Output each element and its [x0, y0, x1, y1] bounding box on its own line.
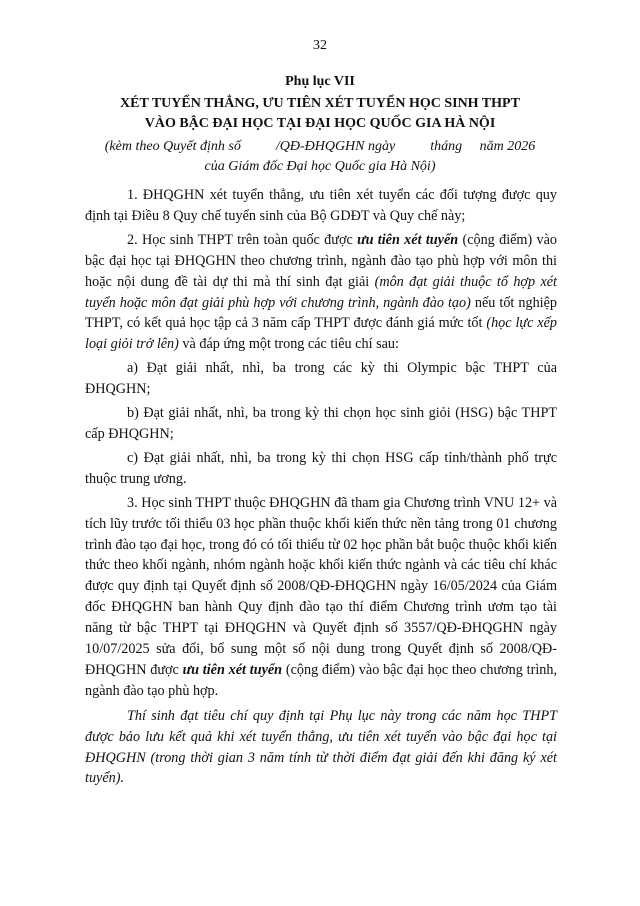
paragraph-2-text-a: 2. Học sinh THPT trên toàn quốc được — [127, 231, 358, 248]
paragraph-3-emphasis: ưu tiên xét tuyển — [182, 661, 283, 678]
subtitle-line-1: (kèm theo Quyết định số /QĐ-ĐHQGHN ngày tháng năm 2026 — [104, 139, 536, 154]
paragraph-1: 1. ĐHQGHN xét tuyển thẳng, ưu tiên xét tuyển các đối tượng được quy định tại Điều 8 Quy chế tuyển sinh của Bộ GDĐT và Quy chế này; — [85, 187, 557, 224]
paragraph-2-text-e: nếu tốt nghiệp THPT, có kết quả học tập cả 3 năm cấp THPT được đánh giá mức tốt — [85, 294, 558, 332]
title-line-1: XÉT TUYỂN THẲNG, ƯU TIÊN XÉT TUYỂN HỌC SINH THPT — [120, 96, 520, 111]
paragraph-3-text-c: (cộng điểm) vào bậc đại học theo chương trình, ngành đào tạo phù hợp. — [85, 661, 557, 699]
paragraph-2-text-g: và đáp ứng một trong các tiêu chí sau: — [178, 336, 399, 353]
page-number: 32 — [313, 38, 327, 53]
subtitle-line-2: của Giám đốc Đại học Quốc gia Hà Nội) — [204, 159, 436, 174]
paragraph-2-emphasis: ưu tiên xét tuyển — [357, 231, 459, 248]
appendix-label: Phụ lục VII — [285, 74, 355, 89]
criterion-b: b) Đạt giải nhất, nhì, ba trong kỳ thi chọn học sinh giỏi (HSG) bậc THPT cấp ĐHQGHN; — [85, 405, 557, 442]
closing-note: Thí sinh đạt tiêu chí quy định tại Phụ lục này trong các năm học THPT được bảo lưu kết quả khi xét tuyển thẳng, ưu tiên xét tuyển vào bậc đại học tại ĐHQGHN (trong thời gian 3 năm tính từ thời điểm đạt giải đến khi đăng ký xét tuyển). — [85, 707, 557, 787]
title-line-2: VÀO BẬC ĐẠI HỌC TẠI ĐẠI HỌC QUỐC GIA HÀ NỘI — [144, 116, 496, 131]
paragraph-3 — [85, 493, 557, 702]
paragraph-2-italic-d: (môn đạt giải thuộc tổ hợp xét tuyển hoặc môn đạt giải phù hợp với chương trình, ngành đào tạo) — [85, 273, 558, 311]
criterion-a: a) Đạt giải nhất, nhì, ba trong các kỳ thi Olympic bậc THPT của ĐHQGHN; — [85, 360, 557, 398]
paragraph-3-text-a: 3. Học sinh THPT thuộc ĐHQGHN đã tham gia Chương trình VNU 12+ và tích lũy trước tối thiểu 03 học phần thuộc khối kiến thức nền tảng trong 01 chương trình đào tạo đại học, trong đó có tối thiểu từ 02 học phần bắt buộc thuộc khối kiến thức theo khối ngành, nhóm ngành hoặc khối kiến thức ngành và các tiêu chí khác được quy định tại Quyết định số 2008/QĐ-ĐHQGHN ngày 16/05/2024 của Giám đốc ĐHQGHN ban hành Quy định đào tạo thí điểm Chương trình ươm tạo tài năng từ bậc THPT tại ĐHQGHN và Quyết định số 3557/QĐ-ĐHQGHN ngày 10/07/2025 sửa đổi, bổ sung một số nội dung trong Quyết định số 2008/QĐ-ĐHQGHN được — [85, 494, 557, 678]
criterion-c: c) Đạt giải nhất, nhì, ba trong kỳ thi chọn HSG cấp tỉnh/thành phố trực thuộc trung ương. — [85, 449, 557, 487]
paragraph-2 — [85, 230, 557, 355]
paragraph-2-text-c: (cộng điểm) vào bậc đại học tại ĐHQGHN theo chương trình, ngành đào tạo phù hợp với môn thi hoặc nội dung đề tài dự thi mà thí sinh đạt giải — [85, 231, 557, 290]
document-body — [85, 185, 557, 792]
paragraph-2-italic-f: (học lực xếp loại giỏi trở lên) — [85, 315, 557, 353]
